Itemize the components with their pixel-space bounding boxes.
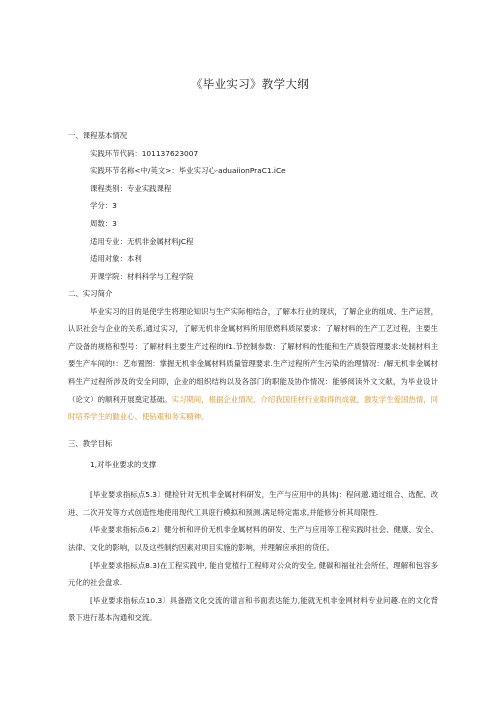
section-basic-info	[68, 127, 438, 285]
goals-subheading: 1,对毕业要求的支撑	[90, 459, 157, 469]
section-internship-intro	[68, 285, 438, 426]
section3-heading: 三、教学目标	[68, 439, 113, 448]
section-teaching-goals	[68, 435, 438, 627]
info-code: 实践环节代码：101137623007	[90, 148, 199, 158]
section1-heading: 一、课程基本情况	[68, 131, 128, 140]
intro-highlight-text: 实习期间，根据企业情况，介绍我国佳材行业取得的成就，激发学生爱国热情，同时培养学生的勤业心、使钻艰和务实精神。	[68, 394, 438, 422]
intro-body-text: 毕业实习的目的是使学生将理论知识与生产实际相结合，了解本行业的现状，了解企业的组成、生产运营，认识社会与企业的关系,通过实习，了解无机非金属材料所用原燃料质尿要求：了解材料的生产工艺过程，主要生产设备的规格和型号：了解材料主要生产过程的lf1.节控制参数：了解材料的性能和生产质裂管理要求:处制材料主要生产车间的!：艺布置图：掌握无机非金属材料质量管理要求.生产过程所产生污染的治理情况：/解无机非金属材料生产过程所涉及的安全问即，企业的组织结构以及各部门的职能及协作情况：能够阅读外文文献，为毕业设计（论文）的顺利开展奠定基础。	[68, 306, 438, 404]
goal-indicator-6-2: (毕业要求指标点6.2〕健分析和评价无机非金属材料的研发、生产与应用等工程实践时社会、健康、安全、法律、文化的影响，以及这些制约因素对项目实施的影响，并理解应承担的货任。	[68, 525, 438, 552]
info-category: 课程类别：专业实践课程	[90, 183, 172, 193]
info-major: 适用专业：无机非金属材料JC程	[90, 236, 194, 246]
intro-paragraph	[68, 303, 438, 426]
info-weeks: 周数：3	[90, 218, 117, 228]
section2-heading: 二、实习简介	[68, 289, 113, 298]
info-college: 开课学院：材料科学与工程学院	[90, 271, 194, 281]
document-title: 《毕业实习》教学大纲	[191, 77, 309, 91]
goal-indicator-8-3: [毕业要求指标点8.3)在工程实践中, 能自觉植行工程师对公众的安全, 健碳和福祉社会所任，理解和包容多元化的社会盘求.	[68, 560, 438, 588]
info-credits: 学分：3	[90, 201, 117, 211]
info-name: 实践环节名称<中/英文>：毕业实习心·aduaiionPraC1.iCe	[90, 166, 286, 176]
goal-indicator-5-3: [毕业要求指标点5.3〕健检针对无机非金属材料研发，生产与应用中的具体J：程问邈.通过组合、选配、改进、二次开发等方式创造性地使用现代工具诳行模拟和预测.满足特定需求,并能修分析其局限性.	[68, 490, 438, 517]
info-audience: 适用对象：本利	[90, 254, 142, 264]
goal-indicator-10-3: [毕业要求指标点10.3〕具备踏文化交流的谱言和书面表达能力,能就无机非金网材料专业问趣.在的文化背景下进行基本沟通和交流。	[68, 595, 438, 623]
